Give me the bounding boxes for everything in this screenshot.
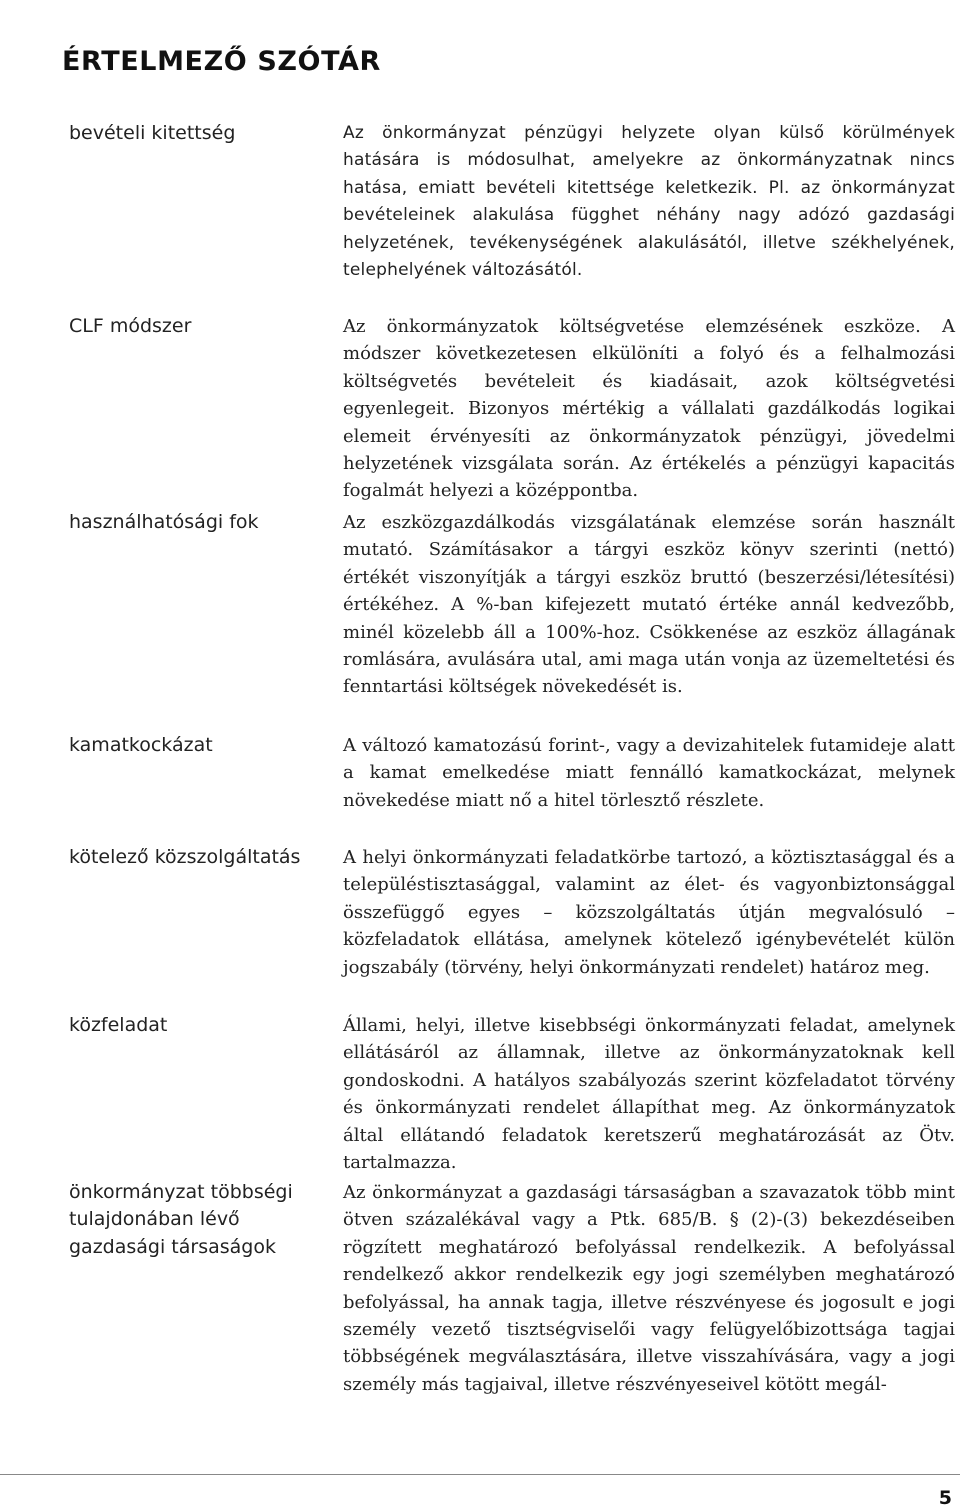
glossary-term: önkormányzat többségi tulajdonában lévő gazdasági társaságok xyxy=(69,1181,293,1258)
footer-divider xyxy=(0,1474,960,1475)
glossary-definition: Állami, helyi, illetve kisebbségi önkormányzati feladat, amelynek ellátásáról az államnak, illetve az önkormányzatoknak kell gondoskodni. A hatályos szabályozás szerint közfeladatot törvény és önkormányzati rendelet állapíthat meg. Az önkormányzatok által ellátandó feladatok keretszerű meghatározását az Ötv. tartalmazza. xyxy=(343,1015,955,1174)
glossary-definition: A helyi önkormányzati feladatkörbe tartozó, a köztisztasággal és a településtisztasággal, valamint az élet- és vagyonbiztonsággal összefüggő egyes – közszolgáltatás útján megvalósuló – közfeladatok ellátása, amelynek kötelező igénybevételét külön jogszabály (törvény, helyi önkormányzati rendelet) határoz meg. xyxy=(343,847,955,978)
glossary-term: CLF módszer xyxy=(69,315,192,337)
glossary-term: bevételi kitettség xyxy=(69,122,236,144)
glossary-definition: Az önkormányzat pénzügyi helyzete olyan külső körülmények hatására is módosulhat, amelyekre az önkormányzatnak nincs hatása, emiatt bevételi kitettsége keletkezik. Pl. az önkormányzat bevételeinek alakulása függhet néhány nagy adózó gazdasági helyzetének, tevékenységének alakulásától, illetve székhelyének, telephelyének változásától. xyxy=(343,123,955,281)
glossary-term: kötelező közszolgáltatás xyxy=(69,846,301,868)
page-number: 5 xyxy=(938,1487,952,1509)
glossary-term: közfeladat xyxy=(69,1014,168,1036)
glossary-term: használhatósági fok xyxy=(69,511,259,533)
glossary-term: kamatkockázat xyxy=(69,734,213,756)
glossary-definition: A változó kamatozású forint-, vagy a devizahitelek futamideje alatt a kamat emelkedése miatt fennálló kamatkockázat, melynek növekedése miatt nő a hitel törlesztő részlete. xyxy=(343,735,955,811)
page-title: ÉRTELMEZŐ SZÓTÁR xyxy=(62,46,381,77)
glossary-definition: Az eszközgazdálkodás vizsgálatának elemzése során használt mutató. Számításakor a tárgyi eszköz könyv szerinti (nettó) értékét viszonyítják a tárgyi eszköz bruttó (beszerzési/létesítési) értékéhez. A %-ban kifejezett mutató értéke annál kedvezőbb, minél közelebb áll a 100%-hoz. Csökkenése az eszköz állagának romlására, avulására utal, ami maga után vonja az üzemeltetési és fenntartási költségek növekedését is. xyxy=(343,512,955,698)
glossary-definition: Az önkormányzat a gazdasági társaságban a szavazatok több mint ötven százalékával vagy a Ptk. 685/B. § (2)-(3) bekezdéseiben rögzített meghatározó befolyással rendelkezik. A befolyással rendelkező akkor rendelkezik egy jogi személyben meghatározó befolyással, ha annak tagja, illetve részvényese és jogosult e jogi személy vezető tisztségviselői vagy felügyelőbizottsága tagjai többségének megválasztására, illetve visszahívására, vagy a jogi személy más tagjaival, illetve részvényeseivel kötött megál- xyxy=(343,1182,955,1395)
glossary-definition: Az önkormányzatok költségvetése elemzésének eszköze. A módszer következetesen elkülöníti a folyó és a felhalmozási költségvetés bevételeit és kiadásait, azok költségvetési egyenlegeit. Bizonyos mértékig a vállalati gazdálkodás logikai elemeit érvényesíti az önkormányzatok pénzügyi, jövedelmi helyzetének vizsgálata során. Az értékelés a pénzügyi kapacitás fogalmát helyezi a középpontba. xyxy=(343,316,955,502)
